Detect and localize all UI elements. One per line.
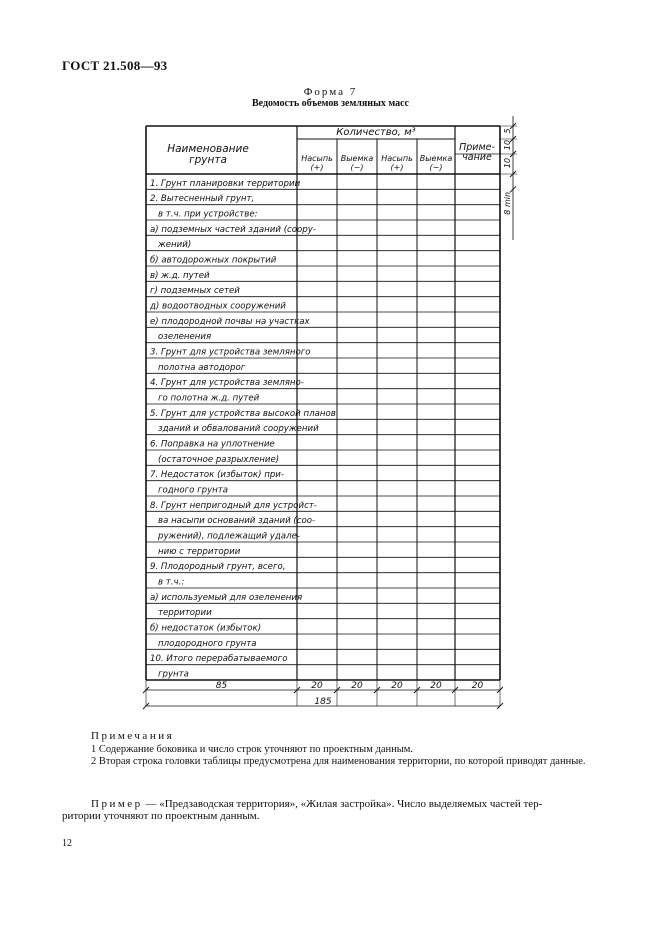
row-label: 10. Итого перерабатываемого: [150, 654, 288, 665]
document-code: ГОСТ 21.508—93: [62, 58, 168, 73]
row-label: территории: [158, 608, 212, 619]
header-quantity: Количество, м³: [336, 127, 416, 138]
row-label: в) ж.д. путей: [150, 270, 210, 281]
row-label: полотна автодорог: [158, 362, 246, 373]
dimension-total-label: 185: [314, 697, 332, 707]
example-label: Пример: [91, 798, 143, 810]
header-sub-sign: (−): [350, 163, 364, 172]
example-text-continued: ритории уточняют по проектным данным.: [62, 810, 260, 822]
row-label: а) подземных частей зданий (соору-: [150, 224, 316, 235]
row-label: б) автодорожных покрытий: [150, 255, 277, 266]
dimension-label: 20: [430, 681, 442, 691]
row-label: зданий и обвалований сооружений: [158, 424, 319, 435]
header-sub-sign: (+): [390, 163, 404, 172]
header-sub-sign: (−): [429, 163, 443, 172]
header-note-line-2: чание: [462, 152, 492, 163]
example-text: — «Предзаводская территория», «Жилая застройка». Число выделяемых частей тер-: [145, 798, 543, 810]
note-1: 1 Содержание боковика и число строк уточняют по проектным данным.: [91, 744, 414, 755]
header-name-line-1: Наименование: [167, 143, 249, 155]
row-label: нию с территории: [158, 546, 241, 557]
row-label: плодородного грунта: [158, 638, 257, 649]
row-label: 4. Грунт для устройства земляно-: [150, 378, 304, 389]
row-label: 8. Грунт непригодный для устройст-: [150, 500, 317, 511]
header-sub-label: Насыпь: [301, 154, 333, 163]
dimension-label: 20: [471, 681, 484, 691]
row-label: го полотна ж.д. путей: [158, 393, 260, 404]
row-label: 2. Вытесненный грунт,: [150, 194, 255, 205]
header-sub-label: Насыпь: [381, 154, 413, 163]
dimension-label: 85: [215, 681, 228, 691]
row-label: жений): [158, 240, 192, 251]
form-title: Ведомость объемов земляных масс: [252, 98, 409, 109]
row-label: (остаточное разрыхление): [158, 454, 280, 465]
row-label: озеленения: [158, 332, 212, 343]
dimension-right-label: 8 min: [503, 191, 512, 215]
header-sub-label: Выемка: [340, 154, 374, 163]
row-label: ва насыпи оснований зданий (соо-: [158, 516, 316, 527]
dimension-right-label: 5: [503, 128, 512, 134]
row-label: ружений), подлежащий удале-: [158, 531, 300, 542]
row-label: грунта: [158, 669, 189, 680]
dimension-label: 20: [351, 681, 363, 691]
row-label: 3. Грунт для устройства земляного: [150, 347, 311, 358]
dimension-label: 20: [391, 681, 403, 691]
row-label: б) недостаток (избыток): [150, 623, 262, 634]
page-number: 12: [62, 838, 72, 849]
row-label: 9. Плодородный грунт, всего,: [150, 562, 286, 573]
dimension-right-label: 10: [503, 157, 512, 169]
row-label: д) водоотводных сооружений: [150, 301, 286, 312]
row-label: а) используемый для озеленения: [150, 592, 303, 603]
form-label: Форма 7: [303, 86, 358, 98]
notes-title: Примечания: [91, 730, 175, 742]
header-sub-sign: (+): [310, 163, 324, 172]
header-name-line-2: грунта: [189, 154, 227, 166]
header-sub-label: Выемка: [419, 154, 453, 163]
row-label: е) плодородной почвы на участках: [150, 316, 310, 327]
row-label: в т.ч. при устройстве:: [158, 209, 258, 220]
dimension-right-label: 10: [503, 139, 512, 151]
note-2: 2 Вторая строка головки таблицы предусмотрена для наименования территории, по которой приводят данные.: [91, 756, 586, 767]
row-label: годного грунта: [158, 485, 229, 496]
row-label: 5. Грунт для устройства высокой планов: [150, 408, 336, 419]
row-label: 1. Грунт планировки территории: [150, 178, 301, 189]
dimension-label: 20: [311, 681, 323, 691]
header-note-line-1: Приме-: [459, 142, 495, 153]
row-label: 7. Недостаток (избыток) при-: [150, 470, 284, 481]
row-label: г) подземных сетей: [150, 286, 240, 297]
row-label: в т.ч.:: [158, 577, 185, 588]
row-label: 6. Поправка на уплотнение: [150, 439, 275, 450]
